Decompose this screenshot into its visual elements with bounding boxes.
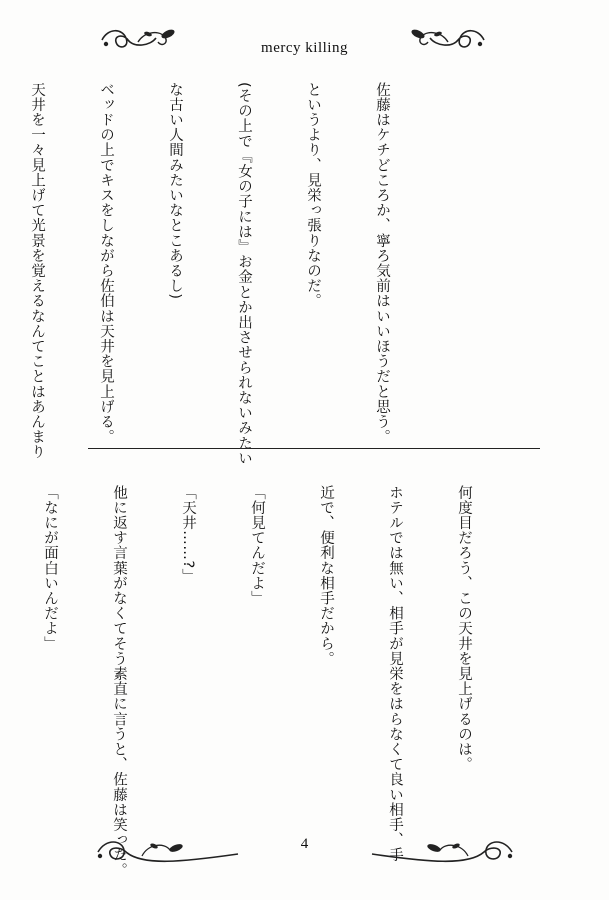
flourish-ornament-icon [368,832,518,868]
text-line: 近で、便利な相手だから。 [318,485,334,667]
section-divider [88,448,540,449]
text-line: 「なにが面白いんだよ」 [42,485,58,652]
text-line: ホテルでは無い、相手が見栄をはらなくて良い相手、手 [387,485,403,863]
text-line: (その上で『女の子には』お金とか出させられないみたい [236,82,252,466]
text-line: 他に返す言葉がなくてそう素直に言うと、佐藤は笑った。 [111,485,127,878]
text-line: というより、見栄っ張りなのだ。 [305,82,321,309]
text-line: ベッドの上でキスをしながら佐伯は天井を見上げる。 [98,82,114,445]
text-line: 何度目だろう、この天井を見上げるのは。 [456,485,472,772]
text-line: 天井を一々見上げて光景を覚えるなんてことはあんまり [29,82,45,460]
text-block-bottom [0,485,521,878]
text-line: 佐藤はケチどころか、寧ろ気前はいいほうだと思う。 [374,82,390,445]
text-block-top [0,82,439,466]
text-line: 「何見てんだよ」 [249,485,265,606]
text-line: な古い人間みたいなとこあるし) [167,82,183,300]
page-number: 4 [300,836,309,852]
text-line: 「天井……?」 [180,485,196,584]
running-title: mercy killing [261,40,348,56]
